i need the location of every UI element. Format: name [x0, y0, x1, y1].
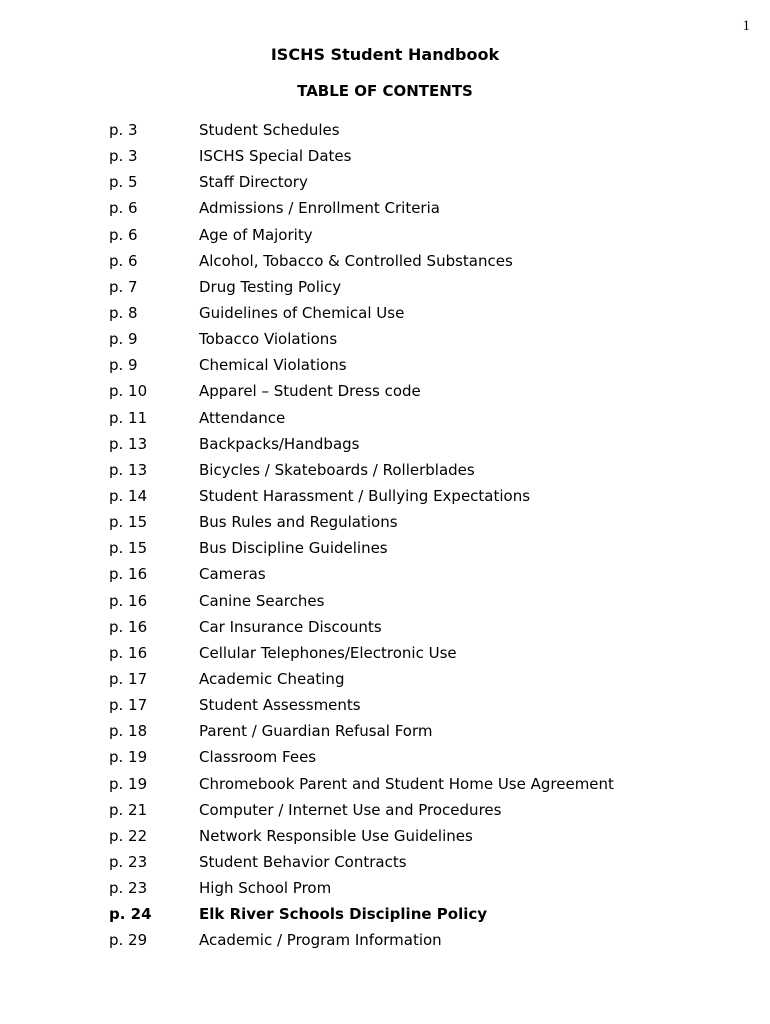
toc-page-number: p. 15: [109, 539, 148, 558]
toc-entry: [109, 927, 749, 953]
toc-page-number: p. 22: [109, 826, 148, 845]
toc-page-number: p. 19: [109, 774, 148, 793]
toc-entry-title: Car Insurance Discounts: [199, 617, 382, 636]
toc-entry-title: Backpacks/Handbags: [199, 434, 360, 453]
toc-entry-title: Drug Testing Policy: [199, 277, 342, 296]
toc-entry: [109, 274, 749, 300]
toc-entry: [109, 195, 749, 221]
toc-entry-title: Computer / Internet Use and Procedures: [199, 800, 502, 819]
page-number: 1: [742, 18, 750, 34]
toc-entry: [109, 797, 749, 823]
document-title: ISCHS Student Handbook: [270, 45, 500, 64]
toc-entry-title: Academic / Program Information: [199, 931, 442, 950]
toc-page-number: p. 6: [109, 251, 138, 270]
toc-entry-title: Network Responsible Use Guidelines: [199, 826, 473, 845]
toc-page-number: p. 17: [109, 696, 148, 715]
toc-entry-title: Staff Directory: [199, 173, 308, 192]
toc-page-number: p. 3: [109, 147, 138, 166]
toc-entry: [109, 901, 749, 927]
toc-heading: TABLE OF CONTENTS: [297, 82, 473, 100]
toc-entry-title: Academic Cheating: [199, 670, 345, 689]
toc-page-number: p. 16: [109, 643, 148, 662]
toc-page-number: p. 13: [109, 460, 148, 479]
toc-entry-title: Elk River Schools Discipline Policy: [199, 905, 488, 924]
toc-page-number: p. 15: [109, 513, 148, 532]
toc-page-number: p. 14: [109, 487, 148, 506]
toc-entry: [109, 588, 749, 614]
toc-entry: [109, 431, 749, 457]
toc-entry-title: Classroom Fees: [199, 748, 317, 767]
toc-entry-title: Canine Searches: [199, 591, 325, 610]
toc-page-number: p. 16: [109, 591, 148, 610]
toc-entry-title: Chemical Violations: [199, 356, 347, 375]
toc-entry-title: Age of Majority: [199, 225, 313, 244]
toc-entry-title: Attendance: [199, 408, 286, 427]
toc-entry: [109, 117, 749, 143]
toc-entry: [109, 718, 749, 744]
toc-page-number: p. 7: [109, 277, 138, 296]
toc-entry: [109, 483, 749, 509]
toc-entry-title: Chromebook Parent and Student Home Use Agreement: [199, 774, 614, 793]
toc-entry: [109, 771, 749, 797]
toc-page-number: p. 10: [109, 382, 148, 401]
toc-entry: [109, 300, 749, 326]
toc-entry: [109, 744, 749, 770]
toc-page-number: p. 16: [109, 565, 148, 584]
toc-page-number: p. 11: [109, 408, 148, 427]
toc-entry: [109, 692, 749, 718]
toc-entry: [109, 457, 749, 483]
toc-entry: [109, 640, 749, 666]
toc-page-number: p. 5: [109, 173, 138, 192]
toc-entry: [109, 169, 749, 195]
toc-entry-title: Student Assessments: [199, 696, 361, 715]
toc-entry: [109, 248, 749, 274]
toc-page-number: p. 23: [109, 879, 148, 898]
toc-page-number: p. 19: [109, 748, 148, 767]
toc-page-number: p. 17: [109, 670, 148, 689]
toc-entry-title: Bus Discipline Guidelines: [199, 539, 388, 558]
toc-entry-title: Cellular Telephones/Electronic Use: [199, 643, 457, 662]
toc-entry-title: Bus Rules and Regulations: [199, 513, 398, 532]
toc-entry: [109, 666, 749, 692]
toc-entry: [109, 405, 749, 431]
toc-entry-title: Bicycles / Skateboards / Rollerblades: [199, 460, 475, 479]
toc-entry-title: Tobacco Violations: [199, 330, 338, 349]
toc-entry: [109, 561, 749, 587]
toc-entry: [109, 326, 749, 352]
toc-entry: [109, 352, 749, 378]
toc-entry-title: Admissions / Enrollment Criteria: [199, 199, 440, 218]
toc-page-number: p. 8: [109, 304, 138, 323]
toc-entry: [109, 849, 749, 875]
toc-entry: [109, 378, 749, 404]
toc-page-number: p. 6: [109, 225, 138, 244]
toc-entry-title: ISCHS Special Dates: [199, 147, 352, 166]
toc-page-number: p. 23: [109, 853, 148, 871]
toc-page-number: p. 9: [109, 356, 138, 375]
toc-page-number: p. 6: [109, 199, 138, 218]
toc-page-number: p. 16: [109, 617, 148, 636]
toc-entry-title: Cameras: [199, 565, 266, 584]
toc-entry-title: Apparel – Student Dress code: [199, 382, 421, 401]
toc-page-number: p. 18: [109, 722, 148, 741]
toc-entry-title: High School Prom: [199, 879, 332, 898]
toc-entry: [109, 535, 749, 561]
toc-entry: [109, 823, 749, 849]
toc-entry-title: Student Harassment / Bullying Expectations: [199, 487, 531, 506]
toc-entry: [109, 875, 749, 901]
toc-entry-title: Guidelines of Chemical Use: [199, 304, 405, 323]
toc-entry: [109, 614, 749, 640]
toc-page-number: p. 29: [109, 931, 148, 950]
toc-page-number: p. 13: [109, 434, 148, 453]
table-of-contents: [109, 117, 749, 954]
toc-page-number: p. 21: [109, 800, 148, 819]
toc-entry-title: Alcohol, Tobacco & Controlled Substances: [199, 251, 513, 270]
toc-page-number: p. 24: [109, 905, 152, 924]
toc-entry-title: Student Behavior Contracts: [199, 853, 407, 871]
toc-page-number: p. 9: [109, 330, 138, 349]
toc-entry-title: Student Schedules: [199, 121, 340, 140]
toc-entry: [109, 222, 749, 248]
toc-entry: [109, 143, 749, 169]
toc-page-number: p. 3: [109, 121, 138, 140]
toc-entry: [109, 509, 749, 535]
toc-entry-title: Parent / Guardian Refusal Form: [199, 722, 433, 741]
